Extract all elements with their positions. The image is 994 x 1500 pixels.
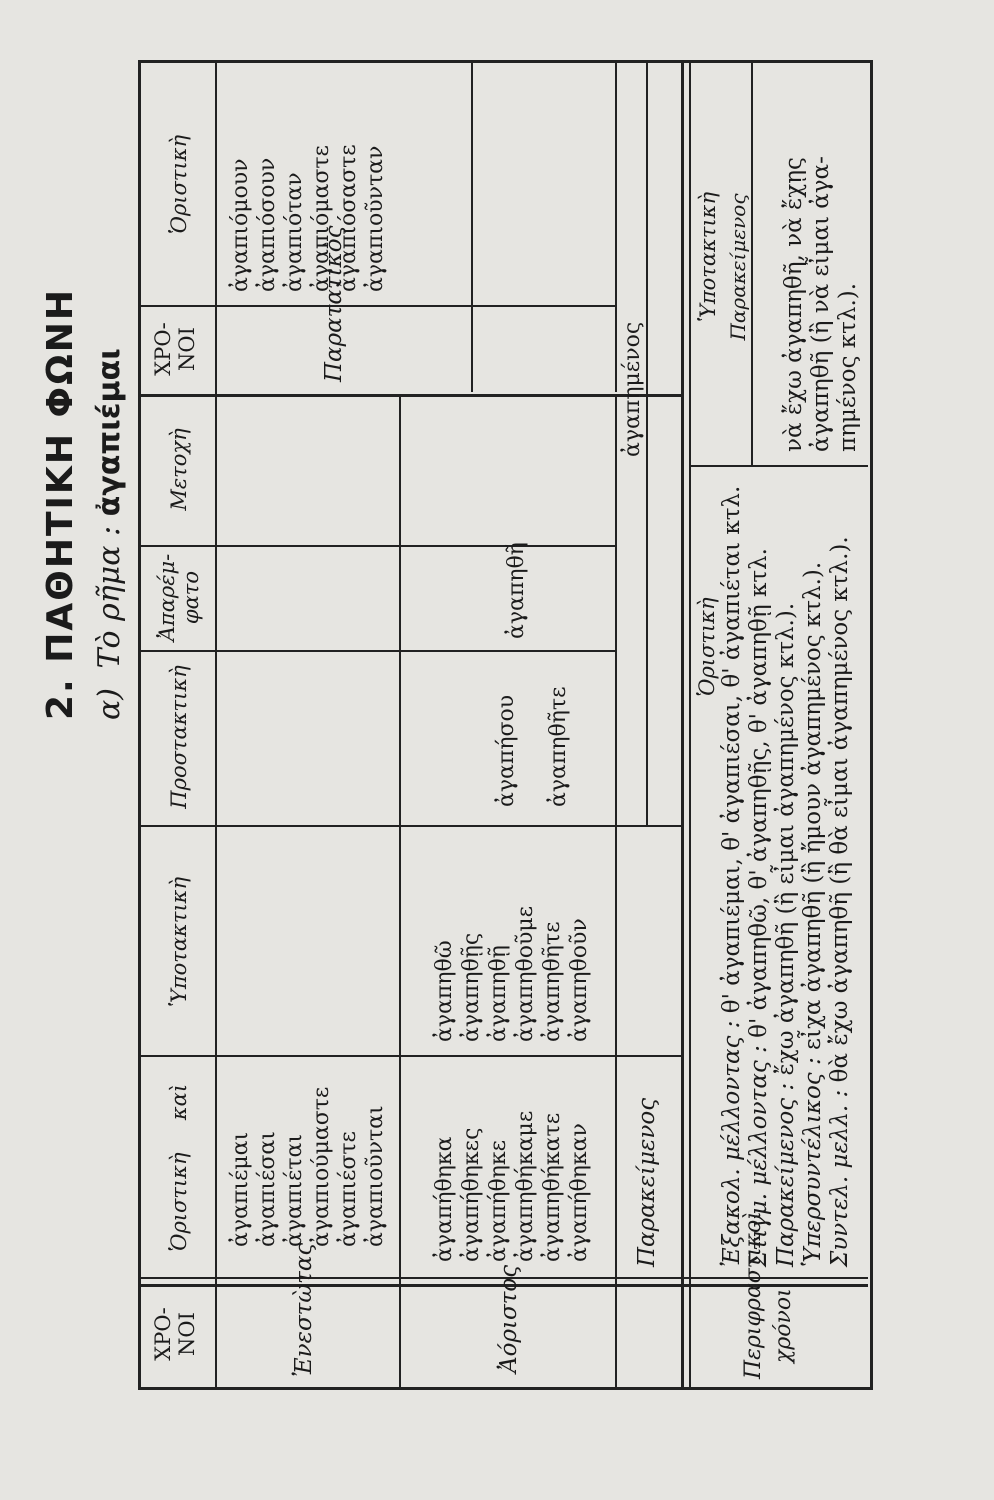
aorist-ind-2: ἀγαπήθηκες: [459, 1127, 484, 1262]
present-indicative-list: [227, 1087, 389, 1247]
imperfect-form-6: ἀγαπιοῦνταν: [363, 145, 388, 292]
header-indicative: Ὁριστικὴ: [167, 1152, 191, 1252]
subtitle-verb: ἀγαπιέμαι: [92, 348, 127, 517]
periphrastic-divider-2: [689, 62, 691, 1387]
header-participle: Μετοχὴ: [167, 428, 191, 511]
aorist-imperative-list: [481, 687, 585, 808]
aorist-subj-3: ἀγαπηθῇ: [486, 945, 511, 1042]
imperfect-form-4: ἀγαπιόμαστε: [309, 145, 334, 292]
aorist-ind-6: ἀγαπήθηκαν: [567, 1123, 592, 1262]
imperfect-form-3: ἀγαπιόταν: [282, 172, 307, 292]
header-kai: καὶ: [167, 1083, 191, 1121]
periphrastic-line-4: [800, 486, 827, 1267]
aorist-imp-1: ἀγαπήσου: [494, 694, 519, 807]
line-4-text: εἶχα ἀγαπηθῆ (ἢ ἤμουν ἀγαπημένος κτλ.).: [800, 561, 826, 1050]
subj-perfect-line-1: νὰ ἔχω ἀγαπηθῆ, νὰ ἔχῃς: [781, 157, 807, 452]
row-label-aorist: Ἀόριστος: [496, 1264, 522, 1373]
imperfect-form-5: ἀγαπιόσαστε: [336, 144, 361, 292]
section-title: 2. ΠΑΘΗΤΙΚΗ ΦΩΝΗ: [40, 288, 81, 720]
subj-perfect-line-2: ἀγαπηθῆ (ἢ νὰ εἶμαι ἀγα-: [808, 156, 834, 452]
row-label-perfect: Παρακείμενος: [634, 1097, 660, 1267]
aorist-ind-5: ἀγαπηθήκατε: [540, 1112, 565, 1262]
subjunctive-col-divider: [141, 825, 681, 827]
aorist-imp-2: ἀγαπηθῆτε: [546, 686, 571, 807]
periphrastic-line-2: [746, 486, 773, 1267]
aorist-ind-1: ἀγαπήθηκα: [432, 1136, 457, 1262]
perfect-participle: ἀγαπημένος: [620, 321, 645, 457]
aorist-indicative-list: [431, 1111, 593, 1262]
line-1-name: Ἐξακολ. μέλλοντας :: [719, 1020, 745, 1267]
row-divider-aorist: [615, 397, 617, 1387]
line-5-name: Συντελ. μελλ. :: [827, 1089, 853, 1267]
aorist-subj-6: ἀγαπηθοῦν: [567, 918, 592, 1042]
imperfect-form-1: ἀγαπιόμουν: [228, 158, 253, 292]
line-1-text: θ' ἀγαπιέμαι, θ' ἀγαπιέσαι, θ' ἀγαπιέται κτλ.: [719, 485, 745, 1014]
header-tenses-right: ΧΡΟ- ΝΟΙ: [151, 322, 199, 376]
header-divider: [215, 62, 217, 1387]
periphrastic-perfect-header: Παρακείμενος: [726, 193, 750, 341]
periphrastic-subjunctive-header: Ὑποτακτικὴ: [696, 191, 720, 323]
periphrastic-indicative-header: Ὁριστικὴ: [695, 597, 719, 697]
imperfect-form-2: ἀγαπιόσουν: [255, 157, 280, 292]
line-5-text: θὰ ἔχω ἀγαπηθῆ (ἢ θὰ εἶμαι ἀγαπημένος κτλ.).: [827, 536, 853, 1083]
imperfect-indicative-list: [227, 144, 389, 292]
aorist-infinitive: ἀγαπηθῆ: [504, 542, 529, 639]
header-infinitive: Ἀπαρέμ- φατο: [155, 553, 203, 642]
row-label-present: Ἐνεστὼτας: [291, 1242, 317, 1377]
row-label-imperfect: Παρατατικὸς: [321, 225, 347, 382]
line-2-name: Στιγμ. μέλλοντας :: [746, 1045, 772, 1267]
periphrastic-subj-divider: [751, 62, 753, 467]
conjugation-table: [138, 60, 873, 1390]
right-tense-col-divider: [141, 305, 615, 307]
present-form-1: ἀγαπιέμαι: [228, 1131, 253, 1247]
header-subjunctive: Ὑποτακτικὴ: [167, 876, 191, 1008]
present-form-4: ἀγαπιούμαστε: [309, 1086, 334, 1247]
perfect-subrow: [646, 62, 648, 827]
aorist-subj-2: ἀγαπηθῇς: [459, 932, 484, 1042]
line-2-text: θ' ἀγαπηθῶ, θ' ἀγαπηθῇς, θ' ἀγαπηθῇ κτλ.: [746, 548, 772, 1038]
periphrastic-label-1: Περιφραστικοὶ: [741, 1211, 766, 1379]
present-form-2: ἀγαπιέσαι: [255, 1131, 280, 1247]
line-3-name: Παρακείμενος :: [773, 1082, 799, 1267]
aorist-subjunctive-list: [431, 906, 593, 1042]
header-indicative-right: Ὁριστικὴ: [167, 134, 191, 235]
present-form-5: ἀγαπιέστε: [336, 1131, 361, 1247]
aorist-subj-4: ἀγαπηθοῦμε: [513, 905, 538, 1042]
periphrastic-lines: [719, 486, 854, 1267]
periphrastic-line-5: [827, 486, 854, 1267]
line-3-text: ἔχω ἀγαπηθῆ (ἢ εἶμαι ἀγαπημένος κτλ.).: [773, 602, 799, 1076]
present-form-6: ἀγαπιοῦνται: [363, 1105, 388, 1247]
aorist-subj-5: ἀγαπηθῆτε: [540, 921, 565, 1042]
subj-perfect-line-3: πημένος κτλ.).: [835, 282, 861, 452]
row-divider-right-perfect: [615, 62, 617, 392]
indicative-col-divider: [141, 1055, 681, 1057]
periphrastic-subjunctive-perfect: [781, 156, 862, 452]
imperative-col-divider: [141, 650, 615, 652]
header-imperative: Προστακτικὴ: [167, 665, 191, 809]
subtitle-letter: α): [92, 688, 127, 720]
line-4-name: Ὑπερσυντέλικος :: [800, 1057, 826, 1267]
aorist-ind-3: ἀγαπήθηκε: [486, 1139, 511, 1262]
periphrastic-line-3: [773, 486, 800, 1267]
periphrastic-divider: [681, 62, 684, 1387]
subtitle-text: Τὸ ρῆμα :: [92, 525, 127, 669]
main-right-divider: [141, 394, 681, 397]
periphrastic-col-divider: [691, 465, 868, 467]
present-form-3: ἀγαπιέται: [282, 1134, 307, 1247]
aorist-ind-4: ἀγαπηθήκαμε: [513, 1110, 538, 1262]
header-tenses: ΧΡΟ- ΝΟΙ: [151, 1307, 199, 1361]
subtitle: [92, 120, 127, 720]
aorist-subj-1: ἀγαπηθῶ: [432, 940, 457, 1042]
periphrastic-label-2: χρόνοι: [771, 1288, 796, 1363]
periphrastic-line-1: [719, 486, 746, 1267]
row-divider-imperfect: [471, 62, 473, 392]
infinitive-col-divider: [141, 545, 615, 547]
